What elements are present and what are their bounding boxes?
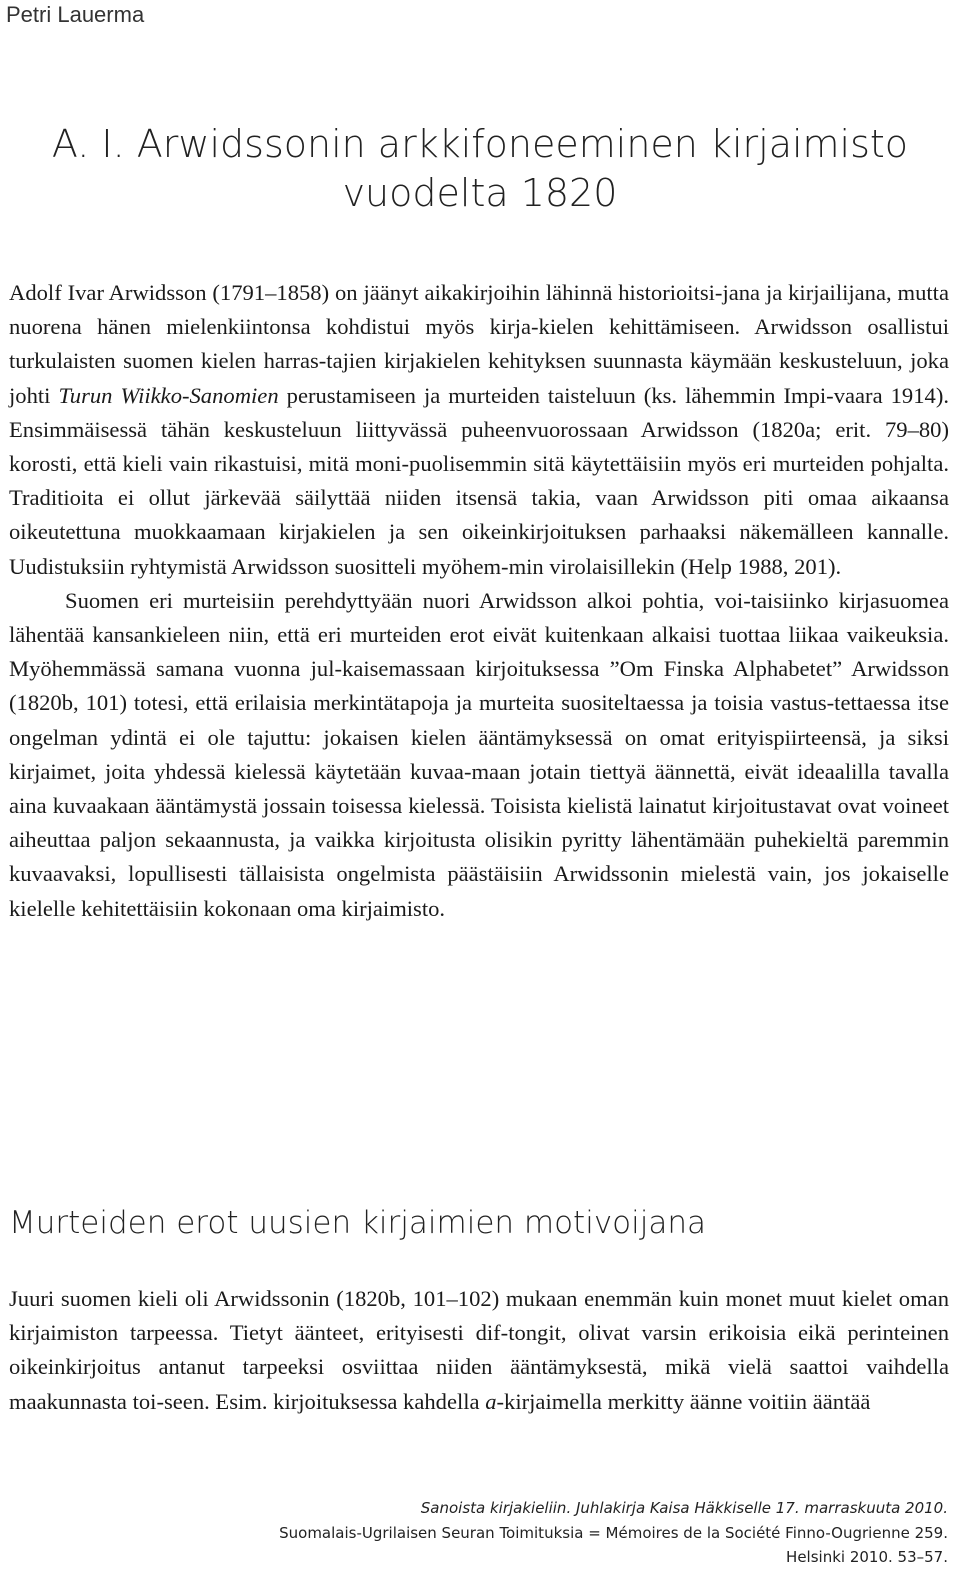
paragraph: Suomen eri murteisiin perehdyttyään nuori Arwidsson alkoi pohtia, voi-taisiinko kirjasuomea lähentää kansankieleen niin, että eri murteiden erot eivät kuitenkaan alkaisi tuottaa liikaa vaikeuksia. Myöhemmässä samana vuonna jul-kaisemassaan kirjoituksessa ”Om Finska Alphabetet” Arwidsson (1820b, 101) totesi, että erilaisia merkintätapoja ja murteita suositeltaessa ja toisia vastus-tettaessa itse ongelman ydintä ei ole tajuttu: jokaisen kielen ääntämyksessä on omat erityispiirteensä, ja siksi kirjaimet, joita yhdessä kielessä käytetään kuvaa-maan jotain tiettyä äännettä, eivät ideaalilla tavalla aina kuvaakaan ääntämystä jossain toisessa kielessä. Toisista kielistä lainatut kirjoitustavat ovat voineet aiheuttaa paljon sekaannusta, ja vaikka kirjoitusta olisikin pyritty lähentämään puhekieltä paremmin kuvaavaksi, lopullisesti tällaisista ongelmista päästäisiin Arwidssonin mielestä vain, jos jokaiselle kielelle kehitettäisiin kokonaan oma kirjaimisto.: [9, 587, 949, 921]
section-heading: Murteiden erot uusien kirjaimien motivoijana: [9, 1205, 707, 1241]
italic-letter: a: [485, 1388, 497, 1414]
section-text: [9, 1282, 949, 1419]
footer-book-title: Sanoista kirjakieliin. Juhlakirja Kaisa Häkkiselle 17. marraskuuta 2010.: [420, 1499, 948, 1517]
footer-pages: Helsinki 2010. 53–57.: [786, 1548, 948, 1566]
italic-title: Turun Wiikko-Sanomien: [58, 382, 279, 408]
chapter-title: [0, 120, 960, 218]
chapter-title-line-1: A. I. Arwidssonin arkkifoneeminen kirjaimisto: [51, 122, 909, 166]
paragraph: [9, 1282, 949, 1419]
publication-footer: [8, 1496, 948, 1570]
footer-series: Suomalais-Ugrilaisen Seuran Toimituksia = Mémoires de la Société Finno-Ougrienne 259.: [279, 1523, 948, 1542]
chapter-title-line-2: vuodelta 1820: [342, 171, 618, 215]
intro-text: [9, 276, 949, 926]
paragraph-text: Juuri suomen kieli oli Arwidssonin (1820b, 101–102) mukaan enemmän kuin monet muut kielet oman kirjaimiston tarpeessa. Tietyt äänteet, erityisesti dif-tongit, olivat varsin erikoisia eikä perinteinen oikeinkirjoitus antanut tarpeeksi osviittaa niiden ääntämyksestä, mikä vielä saattoi vaihdella maakunnasta toi-seen. Esim. kirjoituksessa kahdella: [9, 1286, 949, 1414]
paragraph-text: -kirjaimella merkitty äänne voitiin ääntää: [496, 1388, 871, 1414]
paragraph: [9, 276, 949, 584]
paragraph-text: Adolf Ivar Arwidsson (1791–1858) on jäänyt aikakirjoihin lähinnä historioitsi-jana ja kirjailijana, mutta nuorena hänen mielenkiintonsa kohdistui myös kirja-kielen kehittämiseen. Arwidsson osallistui turkulaisten suomen kielen harras-tajien kirjakielen kehityksen suunnasta käymään keskusteluun, joka johti: [9, 280, 949, 408]
paragraph-text: perustamiseen ja murteiden taisteluun (ks. lähemmin Impi-vaara 1914). Ensimmäisessä tähän keskusteluun liittyvässä puheenvuorossaan Arwidsson (1820a; erit. 79–80) korosti, että kieli vain rikastuisi, mitä moni-puolisemmin sitä käytettäisiin myös eri murteiden pohjalta. Traditioita ei ollut järkevää säilyttää niiden itsensä takia, vaan Arwidsson piti omaa aikaansa oikeutettuna muokkaamaan kirjakielen ja sen oikeinkirjoituksen parhaaksi näkemälleen kannalle. Uudistuksiin ryhtymistä Arwidsson suositteli myöhem-min virolaisillekin (Help 1988, 201).: [9, 382, 949, 579]
running-header-author: Petri Lauerma: [6, 2, 145, 27]
